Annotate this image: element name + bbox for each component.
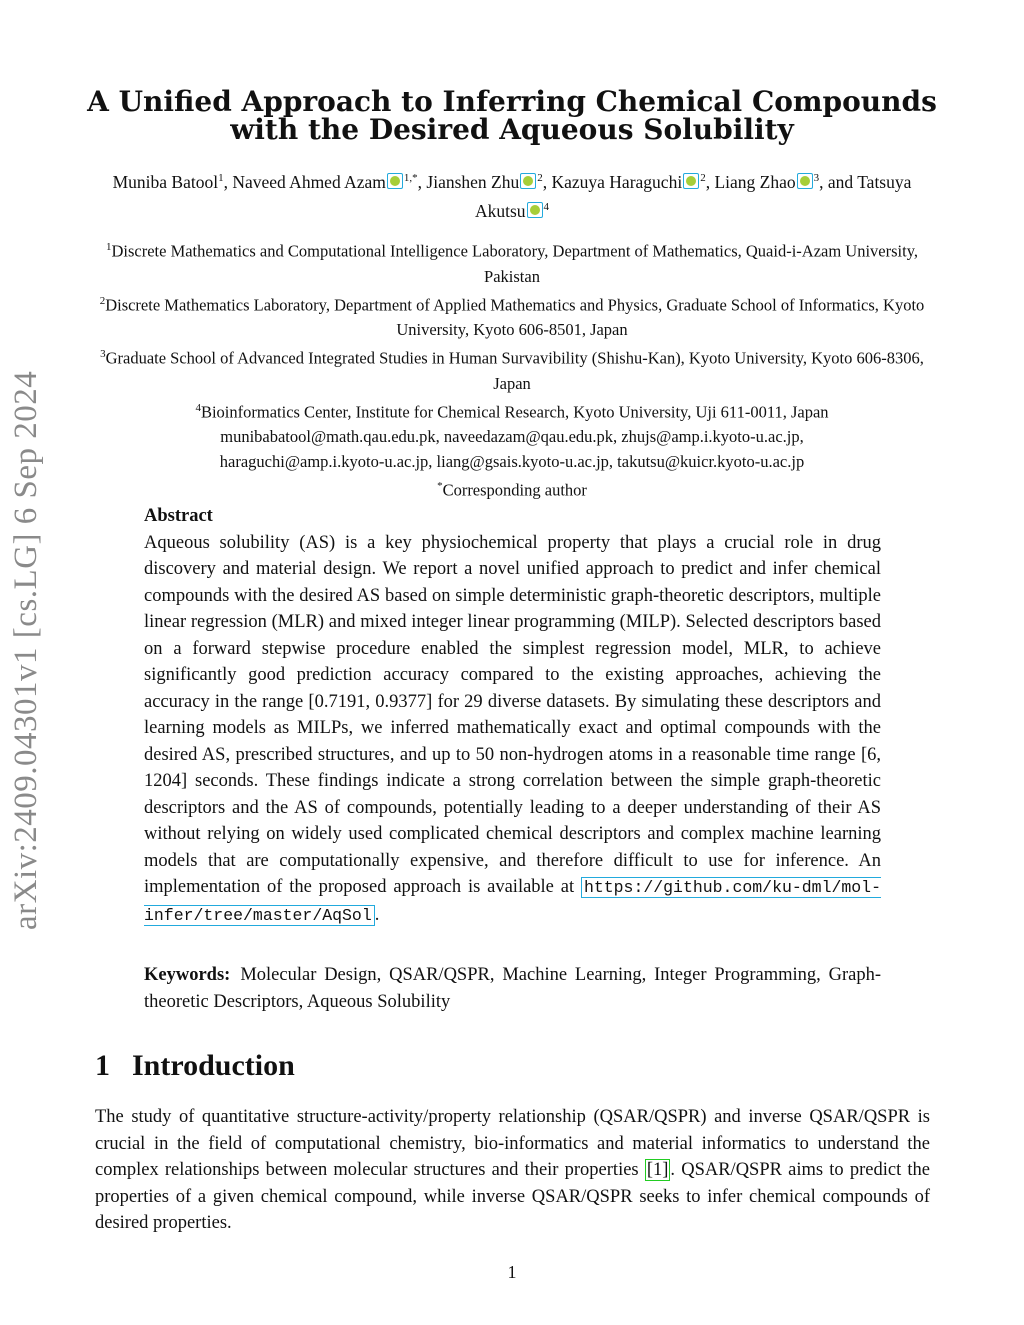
affil-sup: 1 — [105, 241, 112, 253]
orcid-icon[interactable] — [527, 202, 543, 218]
section-number: 1 — [95, 1049, 110, 1082]
keywords-block — [144, 962, 881, 1015]
keywords-text: Molecular Design, QSAR/QSPR, Machine Learning, Integer Programming, Graph-theoretic Descriptors, Aqueous Solubility — [144, 965, 881, 1012]
corresponding-author — [90, 474, 934, 503]
affiliation — [90, 235, 934, 289]
affil-text: Bioinformatics Center, Institute for Chemical Research, Kyoto University, Uji 611-0011, Japan — [200, 402, 829, 421]
author-name: Naveed Ahmed Azam — [232, 171, 386, 192]
abstract-block — [144, 503, 881, 929]
author-name: Liang — [714, 171, 756, 192]
author-name: Jianshen Zhu — [426, 171, 520, 192]
orcid-icon[interactable] — [683, 173, 699, 189]
arxiv-identifier: arXiv:2409.04301v1 [cs.LG] 6 Sep 2024 — [8, 370, 44, 930]
orcid-icon[interactable] — [797, 173, 813, 189]
affiliations — [90, 235, 934, 503]
title-line-2: with the Desired Aqueous Solubility — [230, 113, 794, 146]
author-name: Kazuya Haraguchi — [551, 171, 683, 192]
abstract-text: Aqueous solubility (AS) is a key physiochemical property that plays a crucial role in drug discovery and material design. We report a novel unified approach to predict and infer chemical compounds with the desired AS based on simple deterministic graph-theoretic descriptors, multiple linear regression (MLR) and mixed integer linear programming (MILP). Selected descriptors based on a forward stepwise procedure enabled the simplest regression model, MLR, to achieve significantly good prediction accuracy compared to the existing approaches, achieving the accuracy in the range [0.7191, 0.9377] for 29 diverse datasets. By simulating these descriptors and learning models as MILPs, we inferred mathematically exact and optimal compounds with the desired AS, prescribed structures, and up to 50 non-hydrogen atoms in a reasonable time range [6, 1204] seconds. These findings indicate a strong correlation between the simple graph-theoretic descriptors and the AS of compounds, potentially leading to a deeper understanding of their AS without relying on widely used complicated chemical descriptors and complex machine learning models that are computationally expensive, and therefore difficult to use for inference. An implementation of the proposed approach is available at — [144, 532, 881, 897]
section-heading — [95, 1049, 295, 1083]
author-list: Muniba Batool$^1$, Naveed Ahmed Azam $^{1,*}$, Jianshen Zhu $^2$, Kazuya Haraguchi $^2$, Liang Zhao $^3$, and Tatsuya Akutsu $^4$ — [112, 171, 912, 221]
intro-paragraph — [95, 1104, 930, 1237]
github-link[interactable]: https://github.com/ku-dml/mol-infer/tree/master/AqSol — [144, 878, 881, 925]
affil-text: Graduate School of Advanced Integrated Studies in Human Survavibility (Shishu-Kan), Kyoto University, Kyoto 606-8306, Japan — [105, 348, 924, 393]
author-affil-sup: 2 — [537, 172, 543, 184]
abstract-heading: Abstract — [144, 506, 213, 526]
citation-number[interactable]: 1 — [652, 1160, 663, 1180]
keywords-label: Keywords: — [144, 965, 231, 985]
paper-title — [0, 85, 1024, 146]
author-conjunction: and — [827, 171, 854, 192]
author-name: Zhao — [759, 171, 796, 192]
affiliation — [90, 396, 934, 425]
abstract-end: . — [374, 904, 380, 925]
affil-text: Discrete Mathematics and Computational Intelligence Laboratory, Department of Mathematics, Quaid-i-Azam University, Pakistan — [111, 241, 919, 286]
author-affil-sup: 1,* — [403, 172, 418, 184]
intro-text: The study of quantitative structure-activity/property relationship (QSAR/QSPR) and inverse QSAR/QSPR is crucial in the field of computational chemistry, bio-informatics and material informatics to understand the complex relationships between molecular structures and their properties — [95, 1107, 930, 1180]
affil-sup: 4 — [195, 401, 201, 414]
author-affil-sup: 3 — [813, 172, 820, 184]
author-name: Tatsuya Akutsu — [474, 171, 912, 221]
author-affil-sup: 1 — [218, 172, 224, 184]
corresponding-text: Corresponding author — [442, 480, 587, 500]
title-line-1: A Unified Approach to Inferring Chemical Compounds — [87, 85, 937, 118]
affiliation — [90, 342, 934, 396]
corresponding-sup: * — [437, 480, 443, 492]
intro-text: . QSAR/QSPR aims to predict the properties of a given chemical compound, while inverse QSAR/QSPR seeks to infer chemical compounds of desired properties. — [95, 1160, 930, 1233]
email-line: haraguchi@amp.i.kyoto-u.ac.jp, liang@gsais.kyoto-u.ac.jp, takutsu@kuicr.kyoto-u.ac.jp — [219, 452, 805, 471]
affil-sup: 3 — [100, 348, 106, 360]
abstract-body — [144, 530, 881, 930]
author-affil-sup: 2 — [700, 172, 706, 184]
orcid-icon[interactable] — [387, 173, 403, 189]
page-number: 1 — [507, 1262, 517, 1282]
author-name: Muniba Batool — [112, 171, 219, 192]
affil-text: Discrete Mathematics Laboratory, Department of Applied Mathematics and Physics, Graduate School of Informatics, Kyoto University, Kyoto 606-8501, Japan — [105, 295, 925, 339]
orcid-icon[interactable] — [520, 173, 536, 189]
affiliation — [90, 289, 934, 343]
email-line: munibabatool@math.qau.edu.pk, naveedazam@qau.edu.pk, zhujs@amp.i.kyoto-u.ac.jp, — [220, 427, 804, 446]
affil-sup: 2 — [99, 294, 106, 307]
citation-link[interactable]: [1] — [646, 1160, 669, 1180]
section-title: Introduction — [132, 1049, 295, 1082]
author-affil-sup: 4 — [543, 200, 550, 213]
